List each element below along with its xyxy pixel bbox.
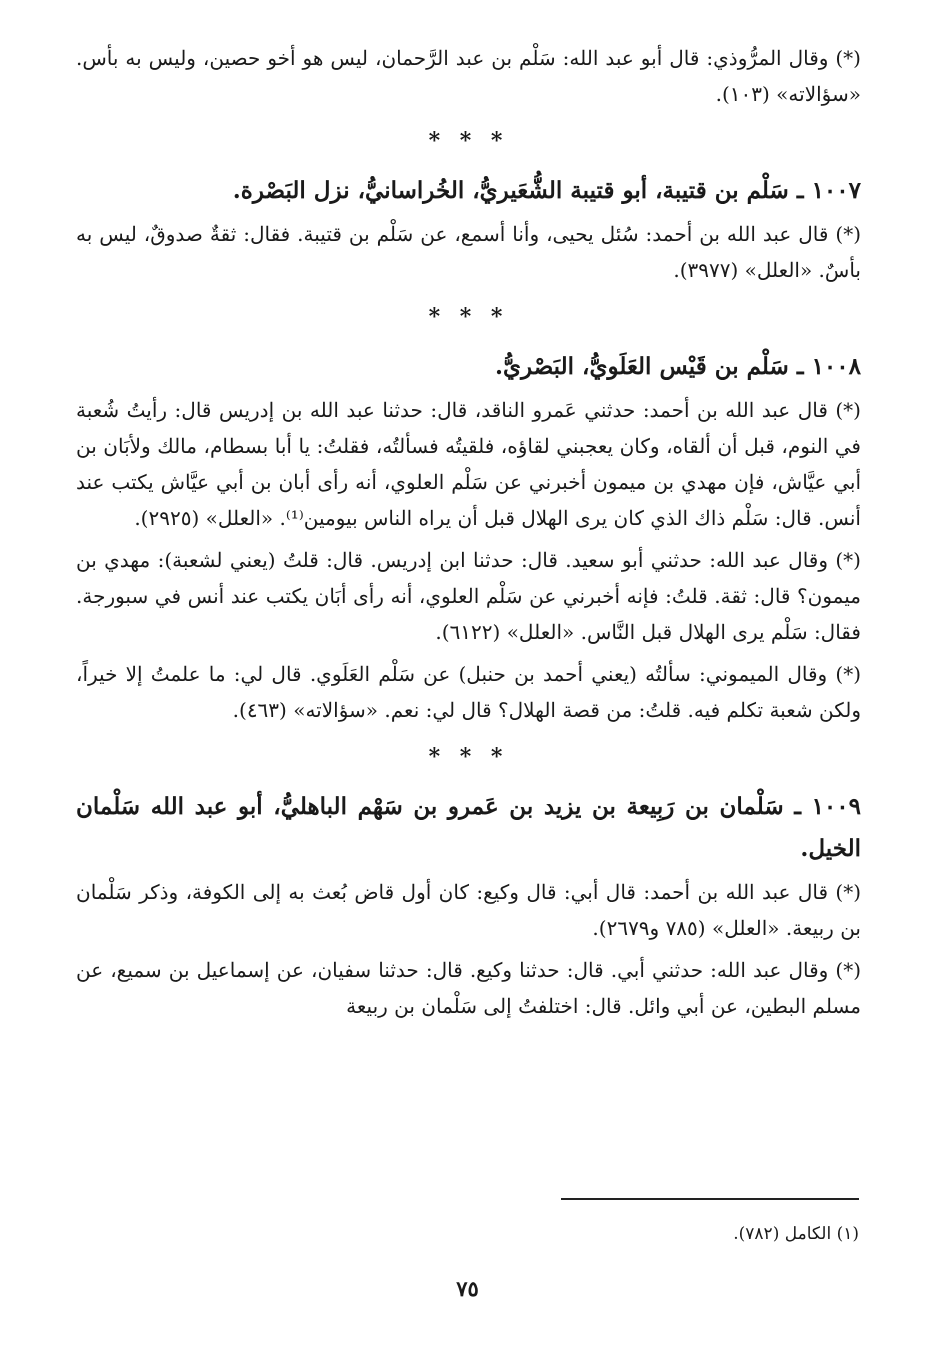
footnote: (١) الكامل (٧٨٢). bbox=[733, 1224, 859, 1244]
paragraph: (*) قال عبد الله بن أحمد: سُئل يحيى، وأنا أسمع، عن سَلْم بن قتيبة. فقال: ثقةٌ صدوقٌ، ليس به بأسٌ. «العلل» (٣٩٧٧). bbox=[76, 222, 861, 282]
section-separator: * * * bbox=[428, 744, 509, 770]
section-separator: * * * bbox=[428, 128, 509, 154]
paragraph: (*) وقال عبد الله: حدثني أبو سعيد. قال: حدثنا ابن إدريس. قال: قلتُ (يعني لشعبة): مهدي بن ميمون؟ قال: ثقة. قلتُ: فإنه أخبرني عن سَلْم العلوي، أنه رأى أبَان يكتب عند أنس في سبورجة. فقال: سَلْم يرى الهلال قبل النَّاس. «العلل» (٦١٢٢). bbox=[76, 548, 861, 644]
section-separator: * * * bbox=[428, 304, 509, 330]
paragraph: (*) وقال عبد الله: حدثني أبي. قال: حدثنا وكيع. قال: حدثنا سفيان، عن إسماعيل بن سميع، عن مسلم البطين، عن أبي وائل. قال: اختلفتُ إلى سَلْمان بن ربيعة bbox=[76, 958, 861, 1018]
entry-heading: ١٠٠٧ ـ سَلْم بن قتيبة، أبو قتيبة الشُّعَيريُّ، الخُراسانيُّ، نزل البَصْرة. bbox=[232, 177, 861, 204]
page-body bbox=[76, 40, 861, 1030]
entry-heading: ١٠٠٩ ـ سَلْمان بن رَبِيعة بن يزيد بن عَمرو بن سَهْم الباهليُّ، أبو عبد الله سَلْمان الخيل. bbox=[76, 793, 861, 862]
paragraph: (*) قال عبد الله بن أحمد: قال أبي: قال وكيع: كان أول قاض بُعث به إلى الكوفة، وذكر سَلْمان بن ربيعة. «العلل» (٧٨٥ و٢٦٧٩). bbox=[76, 880, 861, 940]
paragraph: (*) وقال المرُّوذي: قال أبو عبد الله: سَلْم بن عبد الرَّحمان، ليس هو أخو حصين، وليس به بأس. «سؤالاته» (١٠٣). bbox=[76, 46, 861, 106]
page-number: ٧٥ bbox=[456, 1276, 479, 1301]
paragraph: (*) وقال الميموني: سألتُه (يعني أحمد بن حنبل) عن سَلْم العَلَوي. قال لي: ما علمتُ إلا خيراً، ولكن شعبة تكلم فيه. قلتُ: من قصة الهلال؟ قال لي: نعم. «سؤالاته» (٤٦٣). bbox=[76, 662, 861, 722]
footnote-divider bbox=[561, 1198, 859, 1200]
entry-heading: ١٠٠٨ ـ سَلْم بن قَيْس العَلَويُّ، البَصْريُّ. bbox=[495, 353, 861, 380]
paragraph: (*) قال عبد الله بن أحمد: حدثني عَمرو الناقد، قال: حدثنا عبد الله بن إدريس قال: رأيتُ شُعبة في النوم، قبل أن ألقاه، وكان يعجبني لقاؤه، فلقيتُه فسألتُه، فقلتُ: يا أبا بسطام، مالك ولأبَان بن أبي عيَّاش، فإن مهدي بن ميمون أخبرني عن سَلْم العلوي، أنه رأى أبان بن أبي عيَّاش يكتب عند أنس. قال: سَلْم ذاك الذي كان يرى الهلال قبل أن يراه الناس بيومين⁽¹⁾. «العلل» (٢٩٢٥). bbox=[76, 398, 861, 530]
